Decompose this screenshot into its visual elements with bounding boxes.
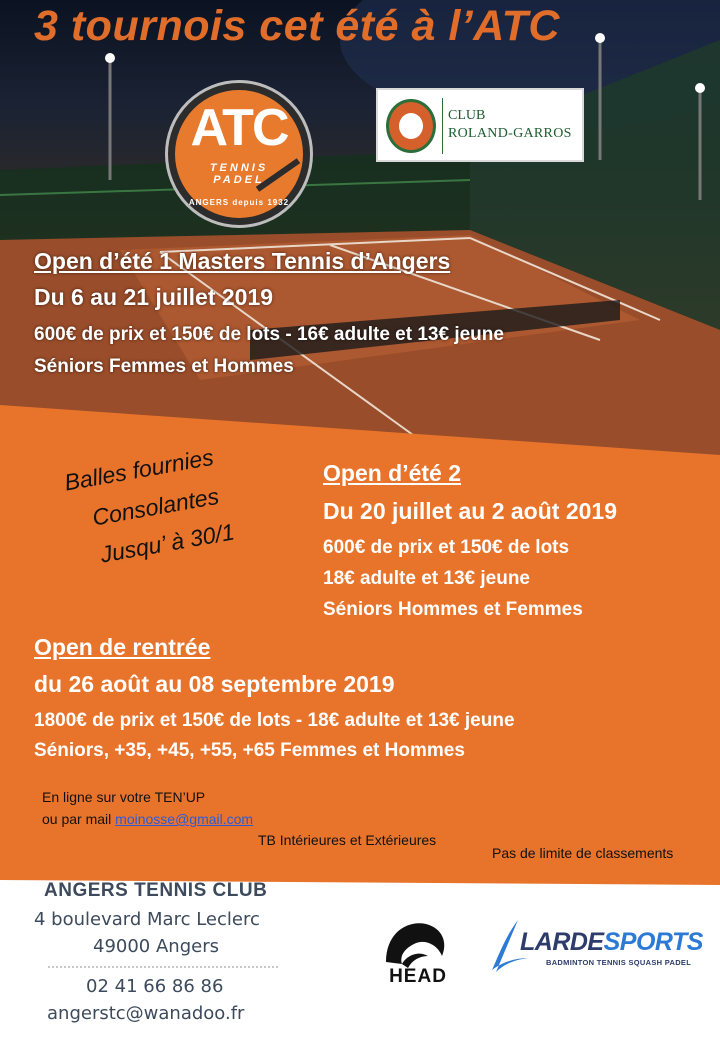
atc-logo-subtitle <box>165 162 313 186</box>
open2-fees: 18€ adulte et 13€ jeune <box>323 568 530 589</box>
larde-sports-logo <box>488 918 708 978</box>
head-wordmark: HEAD <box>389 966 447 987</box>
registration-mail <box>42 811 253 827</box>
registration-mail-prefix: ou par mail <box>42 811 116 827</box>
open2-prizes: 600€ de prix et 150€ de lots <box>323 537 570 558</box>
open2-dates: Du 20 juillet au 2 août 2019 <box>323 498 617 524</box>
roland-garros-logo <box>376 88 584 162</box>
note-balls: Balles fournies <box>62 443 216 496</box>
open3-categories: Séniors, +35, +45, +55, +65 Femmes et Hommes <box>34 740 465 761</box>
atc-logo-sub2: PADEL <box>213 174 265 186</box>
open1-title: Open d’été 1 Masters Tennis d’Angers <box>34 248 451 274</box>
atc-logo-city: ANGERS depuis 1932 <box>188 198 290 207</box>
ranking-info: Pas de limite de classements <box>492 845 674 861</box>
open3-title: Open de rentrée <box>34 634 211 660</box>
open3-prizes: 1800€ de prix et 150€ de lots - 18€ adulte et 13€ jeune <box>34 710 515 731</box>
courts-info: TB Intérieures et Extérieures <box>258 832 437 848</box>
club-address-city: 49000 Angers <box>93 936 219 957</box>
atc-logo-letters: ATC <box>190 99 288 157</box>
open1-categories: Séniors Femmes et Hommes <box>34 356 294 377</box>
roland-garros-seal-icon <box>386 99 436 153</box>
club-phone: 02 41 66 86 86 <box>86 976 224 997</box>
club-address-street: 4 boulevard Marc Leclerc <box>34 909 260 930</box>
page-title: 3 tournois cet été à l’ATC <box>34 2 560 50</box>
larde-tagline: BADMINTON TENNIS SQUASH PADEL <box>546 958 692 967</box>
registration-online: En ligne sur votre TEN’UP <box>42 789 206 805</box>
club-email: angerstc@wanadoo.fr <box>47 1003 245 1024</box>
larde-wordmark: LARDESPORTS <box>520 928 703 956</box>
head-logo <box>368 918 468 992</box>
note-ranking-limit: Jusqu’ à 30/1 <box>98 518 237 568</box>
club-name: ANGERS TENNIS CLUB <box>44 880 268 901</box>
rg-club-label: CLUB <box>448 108 486 123</box>
footer-divider <box>48 966 278 968</box>
open3-dates: du 26 août au 08 septembre 2019 <box>34 671 395 697</box>
registration-email-link[interactable]: moinosse@gmail.com <box>115 811 254 827</box>
atc-logo-sub1: TENNIS <box>209 162 269 174</box>
open1-dates: Du 6 au 21 juillet 2019 <box>34 284 274 310</box>
rg-name-label: ROLAND-GARROS <box>448 126 572 141</box>
open1-prizes: 600€ de prix et 150€ de lots - 16€ adulte et 13€ jeune <box>34 324 504 345</box>
open2-categories: Séniors Hommes et Femmes <box>323 599 583 620</box>
atc-logo <box>165 80 313 228</box>
open2-title: Open d’été 2 <box>323 460 462 486</box>
note-consolantes: Consolantes <box>90 482 221 531</box>
